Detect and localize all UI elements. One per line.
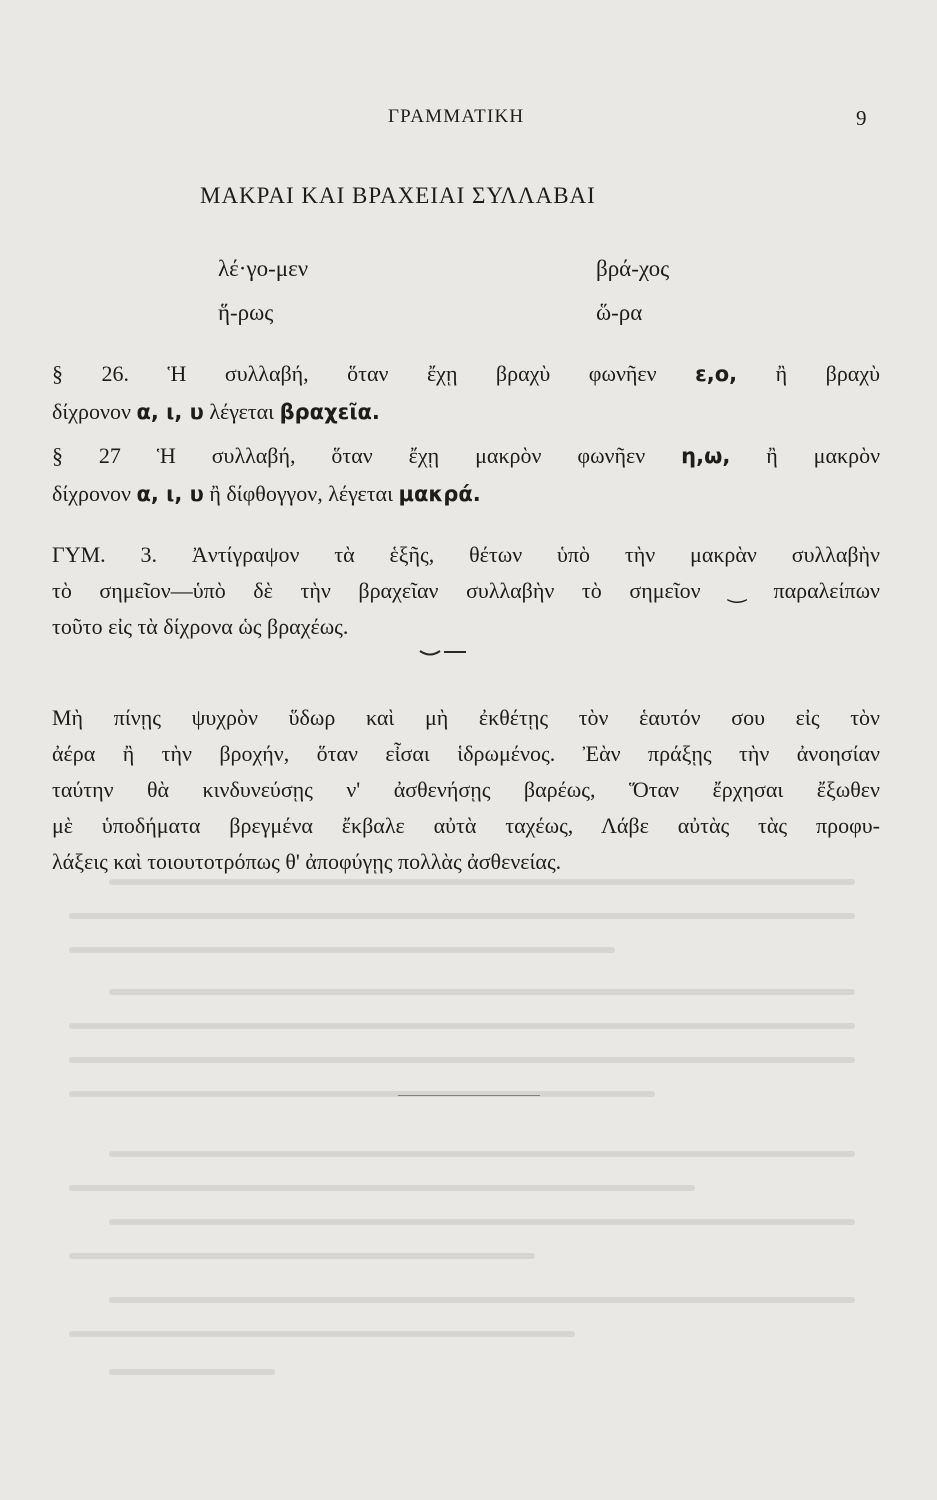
passage-line: λάξεις καὶ τοιουτοτρόπως θ' ἀποφύγῃς πολλὰς ἀσθενείας. — [52, 849, 562, 874]
exercise-line: ΓΥΜ. 3. Ἀντίγραψον τὰ ἑξῆς, θέτων ὑπὸ τὴν μακρὰν συλλαβὴν — [52, 542, 880, 567]
term-short: βραχεῖα. — [279, 400, 380, 424]
example-word-legomen: λέ·γο-μεν — [218, 256, 309, 281]
exercise-passage — [52, 700, 880, 880]
paragraph-26-line — [52, 355, 880, 393]
exercise-line: τὸ σημεῖον—ὑπὸ δὲ τὴν βραχεῖαν συλλαβὴν τὸ σημεῖον ‿ παραλείπων — [52, 578, 880, 603]
long-vowels: η,ω, — [681, 444, 731, 468]
bleed-through-texture — [52, 860, 882, 1420]
passage-line: ἀέρα ἢ τὴν βροχήν, ὅταν εἶσαι ἱδρωμένος. Ἐὰν πράξῃς τὴν ἀνοησίαν — [52, 741, 880, 766]
text-run: ἢ βραχὺ — [775, 361, 880, 386]
page-header — [0, 106, 937, 136]
text-run: § 27 Ἡ συλλαβή, ὅταν ἔχῃ μακρὸν φωνῆεν — [52, 443, 646, 468]
text-run: ἢ μακρὸν — [766, 443, 881, 468]
example-word-brachos: βρά-χος — [596, 256, 670, 281]
text-run: δίχρονον — [52, 481, 131, 506]
paragraph-27-line — [52, 475, 880, 513]
breve-macron-ornament — [418, 643, 468, 663]
exercise-3 — [52, 537, 880, 645]
running-head: ΓΡΑΜΜΑΤΙΚΗ — [388, 106, 525, 127]
page-number: 9 — [856, 106, 867, 130]
term-long: μακρά. — [398, 482, 481, 506]
short-vowels: ε,ο, — [695, 362, 738, 386]
paragraph-27 — [52, 437, 880, 513]
text-run: ἢ δίφθογγον, λέγεται — [209, 481, 394, 506]
example-word-heros: ἥ-ρως — [218, 300, 274, 325]
section-title: ΜΑΚΡΑΙ ΚΑΙ ΒΡΑΧΕΙΑΙ ΣΥΛΛΑΒΑΙ — [200, 183, 596, 208]
passage-line: ταύτην θὰ κινδυνεύσῃς ν' ἀσθενήσῃς βαρέως, Ὅταν ἔρχησαι ἔξωθεν — [52, 777, 880, 802]
paragraph-26 — [52, 355, 880, 431]
example-word-hora: ὥ-ρα — [596, 300, 643, 325]
dichronic-vowels: α, ι, υ — [136, 400, 204, 424]
paragraph-27-line — [52, 437, 880, 475]
text-run: δίχρονον — [52, 399, 131, 424]
text-run: λέγεται — [209, 399, 275, 424]
passage-line: Μὴ πίνῃς ψυχρὸν ὕδωρ καὶ μὴ ἐκθέτῃς τὸν ἑαυτόν σου εἰς τὸν — [52, 705, 880, 730]
passage-line: μὲ ὑποδήματα βρεγμένα ἔκβαλε αὐτὰ ταχέως, Λάβε αὐτὰς τὰς προφυ- — [52, 813, 880, 838]
text-run: § 26. Ἡ συλλαβή, ὅταν ἔχῃ βραχὺ φωνῆεν — [52, 361, 657, 386]
dichronic-vowels: α, ι, υ — [136, 482, 204, 506]
exercise-line: τοῦτο εἰς τὰ δίχρονα ὡς βραχέως. — [52, 614, 349, 639]
paragraph-26-line — [52, 393, 880, 431]
